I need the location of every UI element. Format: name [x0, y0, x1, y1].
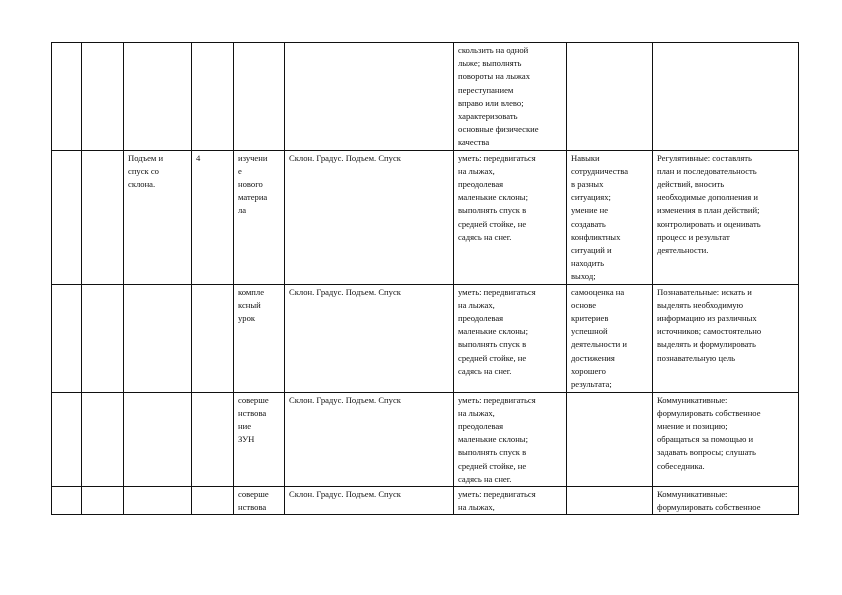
row-number-cell — [52, 487, 82, 515]
topic-cell — [124, 392, 192, 486]
content-cell — [285, 43, 454, 151]
personal-results-cell — [567, 487, 653, 515]
content-cell: Склон. Градус. Подъем. Спуск — [285, 392, 454, 486]
table-row — [52, 284, 799, 392]
content-cell: Склон. Градус. Подъем. Спуск — [285, 150, 454, 284]
meta-results-cell: Коммуникативные: формулировать собственное мнение и позицию; обращаться за помощью и задавать вопросы; слушать собеседника. — [653, 392, 799, 486]
lesson-type-cell — [234, 43, 285, 151]
date-cell — [82, 43, 124, 151]
date-cell — [82, 150, 124, 284]
hours-cell — [192, 487, 234, 515]
subject-results-cell: уметь: передвигаться на лыжах, преодолевая маленькие склоны; выполнять спуск в средней стойке, не садясь на снег. — [454, 284, 567, 392]
row-number-cell — [52, 150, 82, 284]
table-row — [52, 150, 799, 284]
table-row — [52, 43, 799, 151]
topic-cell — [124, 43, 192, 151]
lesson-plan-table — [51, 42, 799, 515]
hours-cell: 4 — [192, 150, 234, 284]
meta-results-cell: Познавательные: искать и выделять необходимую информацию из различных источников; самостоятельно выделять и формулировать познавательную цель — [653, 284, 799, 392]
subject-results-cell: уметь: передвигаться на лыжах, преодолевая маленькие склоны; выполнять спуск в средней стойке, не садясь на снег. — [454, 150, 567, 284]
topic-cell — [124, 487, 192, 515]
content-cell: Склон. Градус. Подъем. Спуск — [285, 487, 454, 515]
topic-cell: Подъем и спуск со склона. — [124, 150, 192, 284]
personal-results-cell — [567, 392, 653, 486]
personal-results-cell: Навыки сотрудничества в разных ситуациях; умение не создавать конфликтных ситуаций и находить выход; — [567, 150, 653, 284]
lesson-type-cell: соверше нствова — [234, 487, 285, 515]
content-cell: Склон. Градус. Подъем. Спуск — [285, 284, 454, 392]
hours-cell — [192, 43, 234, 151]
date-cell — [82, 392, 124, 486]
personal-results-cell: самооценка на основе критериев успешной деятельности и достижения хорошего результата; — [567, 284, 653, 392]
meta-results-cell: Регулятивные: составлять план и последовательность действий, вносить необходимые дополнения и изменения в план действий; контролировать и оценивать процесс и результат деятельности. — [653, 150, 799, 284]
meta-results-cell: Коммуникативные: формулировать собственное — [653, 487, 799, 515]
topic-cell — [124, 284, 192, 392]
subject-results-cell: скользить на одной лыже; выполнять повороты на лыжах переступанием вправо или влево; характеризовать основные физические качества — [454, 43, 567, 151]
hours-cell — [192, 392, 234, 486]
subject-results-cell: уметь: передвигаться на лыжах, преодолевая маленькие склоны; выполнять спуск в средней стойке, не садясь на снег. — [454, 392, 567, 486]
lesson-type-cell: соверше нствова ние ЗУН — [234, 392, 285, 486]
row-number-cell — [52, 392, 82, 486]
lesson-type-cell: изучени е нового материа ла — [234, 150, 285, 284]
table-row — [52, 487, 799, 515]
date-cell — [82, 487, 124, 515]
hours-cell — [192, 284, 234, 392]
personal-results-cell — [567, 43, 653, 151]
table-row — [52, 392, 799, 486]
subject-results-cell: уметь: передвигаться на лыжах, — [454, 487, 567, 515]
lesson-type-cell: компле ксный урок — [234, 284, 285, 392]
meta-results-cell — [653, 43, 799, 151]
date-cell — [82, 284, 124, 392]
row-number-cell — [52, 43, 82, 151]
row-number-cell — [52, 284, 82, 392]
